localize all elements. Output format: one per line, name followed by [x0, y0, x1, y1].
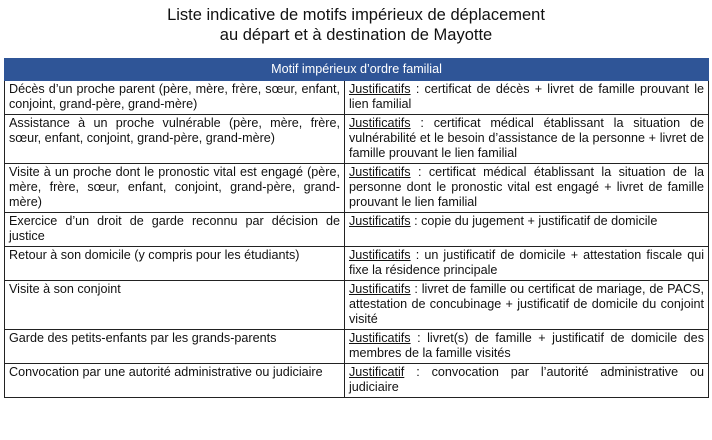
justificatif-text: convocation par l’autorité administrative ou judiciaire: [349, 365, 704, 394]
motifs-table: [4, 58, 709, 398]
justificatif-text: livret(s) de famille + justificatif de domicile des membres de la famille visités: [349, 331, 704, 360]
justificatif-cell: [345, 247, 709, 281]
justificatif-separator: :: [410, 165, 429, 179]
motif-cell: Visite à un proche dont le pronostic vital est engagé (père, mère, frère, sœur, enfant, conjoint, grand-père, grand-mère): [5, 164, 345, 213]
motif-cell: Retour à son domicile (y compris pour les étudiants): [5, 247, 345, 281]
document-title: [0, 5, 712, 53]
justificatif-separator: :: [410, 116, 434, 130]
justificatif-cell: [345, 115, 709, 164]
motif-cell: Décès d’un proche parent (père, mère, frère, sœur, enfant, conjoint, grand-père, grand-mère): [5, 81, 345, 115]
justificatif-text: certificat de décès + livret de famille prouvant le lien familial: [349, 82, 704, 111]
justificatif-label: Justificatifs: [349, 116, 411, 130]
table-row: [5, 247, 709, 281]
justificatif-label: Justificatifs: [349, 331, 411, 345]
table-row: [5, 330, 709, 364]
justificatif-separator: :: [410, 82, 425, 96]
motif-cell: Garde des petits-enfants par les grands-parents: [5, 330, 345, 364]
justificatif-separator: :: [410, 214, 422, 228]
section-header-row: [5, 59, 709, 81]
justificatif-separator: :: [410, 331, 428, 345]
justificatif-cell: [345, 364, 709, 398]
justificatif-text: certificat médical établissant la situation de la personne dont le pronostic vital est engagé + livret de famille prouvant le lien familial: [349, 165, 705, 209]
motif-cell: Convocation par une autorité administrative ou judiciaire: [5, 364, 345, 398]
justificatif-text: livret de famille ou certificat de mariage, de PACS, attestation de concubinage + justificatif de domicile du conjoint visité: [349, 282, 705, 326]
section-header: Motif impérieux d’ordre familial: [5, 59, 709, 81]
justificatif-label: Justificatifs: [349, 82, 411, 96]
justificatif-cell: [345, 81, 709, 115]
justificatif-separator: :: [410, 282, 422, 296]
justificatif-separator: :: [410, 248, 425, 262]
justificatif-label: Justificatif: [349, 365, 405, 379]
justificatif-label: Justificatifs: [349, 248, 411, 262]
justificatif-text: copie du jugement + justificatif de domicile: [421, 214, 658, 228]
table-row: [5, 213, 709, 247]
motif-cell: Assistance à un proche vulnérable (père, mère, frère, sœur, enfant, conjoint, grand-père, grand-mère): [5, 115, 345, 164]
motif-cell: Exercice d’un droit de garde reconnu par décision de justice: [5, 213, 345, 247]
justificatif-label: Justificatifs: [349, 165, 411, 179]
justificatif-text: un justificatif de domicile + attestation fiscale qui fixe la résidence principale: [349, 248, 705, 277]
table-row: [5, 281, 709, 330]
table-row: [5, 115, 709, 164]
justificatif-separator: :: [404, 365, 432, 379]
motif-cell: Visite à son conjoint: [5, 281, 345, 330]
justificatif-cell: [345, 213, 709, 247]
justificatif-label: Justificatifs: [349, 214, 411, 228]
justificatif-text: certificat médical établissant la situation de vulnérabilité et le besoin d’assistance de la personne + livret de famille prouvant le lien familial: [349, 116, 704, 160]
title-line-1: Liste indicative de motifs impérieux de déplacement: [167, 6, 545, 24]
table-row: [5, 364, 709, 398]
justificatif-cell: [345, 281, 709, 330]
table-row: [5, 81, 709, 115]
justificatif-label: Justificatifs: [349, 282, 411, 296]
justificatif-cell: [345, 164, 709, 213]
table-row: [5, 164, 709, 213]
title-line-2: au départ et à destination de Mayotte: [219, 26, 493, 44]
justificatif-cell: [345, 330, 709, 364]
